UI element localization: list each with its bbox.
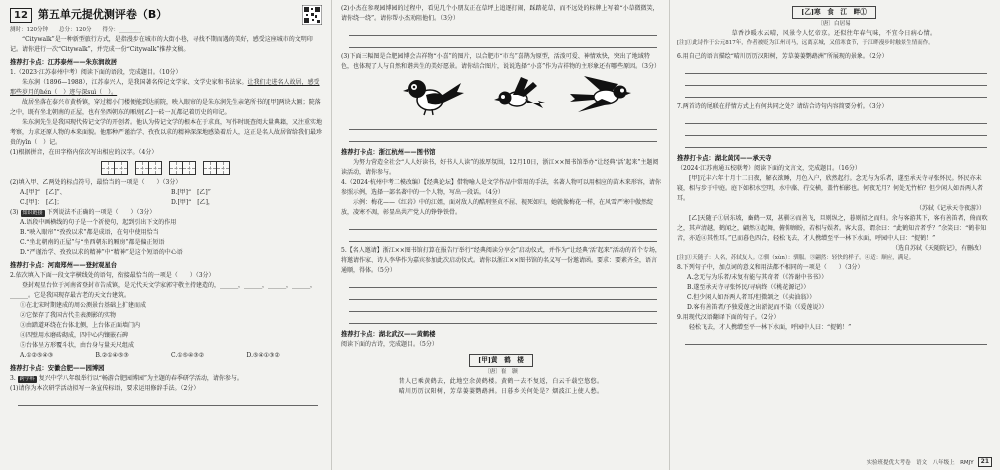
tianzige-grid [10,159,322,177]
tianzige-box [101,161,115,175]
poem-b-title: [乙]寒 食 江 畔① [792,6,876,19]
checkin-heading-hefei: 推荐打卡点：安徽合肥——园博园 [10,365,105,372]
answer-line [685,62,987,74]
question-4-stem: 4.（2024·杭州中考二模改编）【经典论坛】借物喻人是文学作品中常用的手法，名著人物可以用相应的苗木来形容，请你参照示例，选择一部名著中的一个人物，写出一段话。（4分） [341,179,661,196]
poem-a-title: [甲]黄 鹤 楼 [469,354,533,367]
q2-options-row [10,351,322,361]
tianzige-box [169,161,183,175]
q2-item: ⑤台体呈方形覆斗状，由台身与量天尺组成 [20,342,135,349]
classical-text-b-note: [注]①天随子：人名，苏轼友人。②驯（xùn）：驯服。③翩然：轻快的样子。④适：顺应，满足。 [677,255,915,261]
middle-column [341,4,661,464]
option-b: B.“映入眼帘”“孜孜以求”都是成语，在句中使用恰当 [20,229,159,236]
q1-sub2: (2)填入甲、乙两处的标点符号，最恰当的一项是（ ）（3分） [10,179,182,186]
book-title: 实验班提优大考卷 语文 八年级上 RMJY [866,460,974,466]
q1-sub3-text: 下列说法不正确的一项是（ ）（3分） [46,209,156,216]
classical-text-a-source: （苏轼《记承天寺夜游》） [915,205,985,212]
q9-sentence: 轻松飞去，才人携缯至平一林下水面，呼园中人曰：“捉鹤！” [689,324,852,331]
magpie-mascot-flying-spread [570,76,631,112]
answer-line [349,36,657,48]
magpie-mascot-standing [403,80,464,115]
q3-sub2: (2)小杰在参观园博园的过程中，看见几个小朋友正在草坪上追逐打闹，踩踏花草，而不远处的标牌上写着“小草微微笑，请你绕一绕”。请你帮小杰劝阻他们。（3分） [341,5,659,22]
test-meta: 测时：120分钟 总分：120分 得分：________ [10,27,141,33]
question-6-stem: 6.用自己的语言描绘“晴川历历汉阳树，芳草萋萋鹦鹉洲”所展现的景象。（2分） [677,53,888,60]
answer-line [349,288,657,300]
checkin-heading-huanggang: 推荐打卡点：湖北黄冈——承天寺 [677,155,772,162]
answer-line [349,218,657,230]
q2-passage: 登封观星台位于河南省登封市告成镇，是元代天文学家郭守敬主持建造的，______，______，______，______，______。它是我国现存最古老的天文台建筑。 [10,282,317,299]
answer-line [685,112,987,124]
intro-paragraph: “Citywalk”是一种新型旅行方式，是指漫步在城市的大街小巷，寻找不期而遇的美好，感受这座城市的文明印记。请你进行一次“Citywalk”，并完成一份“Citywalk”推荐文稿。 [10,36,313,53]
q3-number: 3. [10,375,16,382]
activity-intro: 为努力营造全社会“人人好读书，好书人人读”的浓厚氛围，12月10日，浙江××图书馆举办“让经典‘活’起来”主题阅读活动，请你参与。 [341,159,659,176]
q1-sub3 [10,208,322,218]
option-c: C.[甲]： [乙]； [20,199,63,206]
question-5-stem: 5.【名人邀请】浙江××图书馆打算在报告厅举行“经典阅读分享会”启动仪式，并作为“让经典‘活’起来”活动的首个专场，将邀请作家、诗人李华作为嘉宾参加此次启动仪式。请你以浙江××图书馆的名义写一份邀请函。要求：要素齐全，语言通顺，得体。（5分） [341,247,661,274]
answer-line [685,86,987,98]
option-a: A.语段中画横线的句子是一个祈使句，起到引出下文的作用 [20,219,177,226]
answer-line [685,333,987,345]
option-b: B.②①④⑤③ [95,352,129,359]
classical-text-b-source: （选自苏轼《天随院记》，有删改） [891,245,985,252]
q1-underlined-sentence: 让我们走进名人故居，感受那些岁月的hén（ ）迹与深suì（ ）。 [10,79,320,96]
poem-a-title-box [341,354,661,367]
column-divider [331,0,332,470]
poem-a-line: 晴川历历汉阳树，芳草萋萋鹦鹉洲。日暮乡关何处是？烟波江上使人愁。 [398,388,604,395]
q2-item: ④四壁用水磨砖砌成，四中心内镶嵌石碑 [20,332,129,339]
checkin-heading-wuhan: 推荐打卡点：湖北武汉——黄鹤楼 [341,331,436,338]
answer-line [685,136,987,148]
option-a: A.念无与为乐者/未复有能与其奇者（《答谢中书书》） [687,274,828,281]
tianzige-box [148,161,162,175]
magpie-mascot-flying-up [494,77,545,108]
answer-line [685,124,987,136]
option-d: D.[甲]“ [乙]， [171,199,214,206]
option-d: D.“严谨治学、孜孜以求的精神”中“精神”是这个短语的中心语 [20,249,183,256]
classical-reading-instruction: （2024·江苏南通五校联考）阅读下面的文言文，完成题目。（16分） [677,165,861,172]
checkin-heading-taizhou: 推荐打卡点：江苏泰州——朱东润故居 [10,59,118,66]
answer-line [349,118,657,130]
answer-line [685,74,987,86]
option-d: D.⑤④①③② [246,352,280,359]
q3-sub1: (1)请你为本次研学活动拟写一条宣传标语，要求运用修辞手法。（2分） [10,385,200,392]
tianzige-box [216,161,230,175]
q3-sub3: (3)下面三幅图是合肥园博会吉祥物“小喜”的图片，以合肥市“市鸟”喜鹊为原型，活泼可爱、神情欢快，突出了地域特色，也体现了人与自然和谐共生的美好愿景。请你结合图片，说说选择“小喜”作为吉祥物的主形象还有哪些原因。（3分） [341,53,660,70]
q1-sub2-options-row [10,198,322,208]
right-column [677,4,991,464]
checkin-heading-hangzhou: 推荐打卡点：浙江杭州——图书馆 [341,149,436,156]
option-d: D.客有善笛者/予独爱莲之出淤泥而不染（《爱莲说》） [687,304,828,311]
column-divider [669,0,670,470]
q2-item: ③由踏道环绕在台体北侧，上台体正面墙门内 [20,322,141,329]
q1-passage-text: 朱东润（1896—1988），江苏泰兴人，是我国著名传记文学家、文学史家和书法家。 [22,79,248,86]
option-a: A.①②⑤④③ [20,352,54,359]
poem-b-title-box [677,6,991,19]
answer-line [349,24,657,36]
page-number: 21 [978,457,992,467]
qr-code-icon [302,5,322,25]
answer-line [349,276,657,288]
q1-passage-p3: 朱东润先生是我国现代传记文学的开创者。他认为传记文学的根本在于求真，写作时既查阅大量典籍，又注重实地考察，力求还原人物的本来面貌。他那种严谨治学、孜孜以求的精神深深地感染着后人，这正是名人故居留给我们最珍贵的yǐn（ ）记。 [10,119,322,146]
poem-b-line: 草香沙暖水云晴，风景令人忆帝京。还似往年春气味，不宜今日病心情。 [731,30,937,37]
q1-sub1: (1)根据拼音，在田字格内依次写出相应的汉字。（4分） [10,149,158,156]
classical-text-a: [甲]元丰六年十月十二日夜，解衣欲睡，月色入户，欣然起行。念无与为乐者，遂至承天寺寻张怀民。怀民亦未寝，相与步于中庭。庭下如积水空明，水中藻、荇交横，盖竹柏影也。何夜无月？何处无竹柏？但少闲人如吾两人者耳。 [677,175,984,202]
q3-text: 复兴中学八年级举行以“畅游合肥园博园”为主题的春季研学活动，请你参与。 [38,375,243,382]
test-title-bar [10,4,322,26]
poem-b-author: 〔唐〕白居易 [817,21,851,27]
poem-a-author: 〔唐〕崔 颢 [484,369,518,375]
question-1-stem: 1.（2023·江苏泰州中考）阅读下面的语段，完成题目。（10分） [10,69,182,76]
q2-item: ①在北宋时期建成的周公测景台基础上扩建而成 [20,302,147,309]
question-8-stem: 8.下列句子中，加点词的意义和用法都不相同的一项是（ ）（3分） [677,264,864,271]
option-c: C.①⑤④③② [171,352,205,359]
answer-line [349,300,657,312]
poem-reading-instruction: 阅读下面的古诗，完成题目。（5分） [341,341,438,348]
option-b: B.遂至承天寺寻张怀民/寻病终（《桃花源记》） [687,284,810,291]
page-footer [867,457,992,467]
tianzige-box [135,161,149,175]
tianzige-box [203,161,217,175]
cross-subject-badge: 跨学科 [19,376,35,382]
mascot-images [341,74,661,116]
option-c: C.但少闲人如吾两人者耳/但微颔之（《卖油翁》） [687,294,816,301]
option-b: B.[甲]“ [乙]” [171,189,211,196]
checkin-heading-zhengzhou: 推荐打卡点：河南郑州——登封观星台 [10,262,118,269]
poem-b-note: [注]①此诗作于公元817年，作者被贬为江州司马，远离京城，又值寒食节，于江畔漫步时触景生情而作。 [677,40,934,46]
answer-line [349,230,657,242]
left-column [10,4,322,464]
question-7-stem: 7.两首诗的尾联在抒情方式上有何共同之处？请结合诗句内容简要分析。（3分） [677,103,888,110]
answer-line [349,130,657,142]
poem-a-line: 昔人已乘黄鹤去，此地空余黄鹤楼。黄鹤一去不复返，白云千载空悠悠。 [398,378,604,385]
question-9-stem: 9.用现代汉语翻译下面的句子。（2分） [677,314,780,321]
q1-passage-p2: 故居坐落在泰兴市黄桥镇，穿过精小门楼便能到达前院，映入眼帘的是朱东润先生亲笔所书的[甲]两块大匾；院落之中，既有坐北朝南的正屋，也有坐西朝东的厢房[乙]一砖一瓦都记着历史的印记。 [10,99,321,116]
answer-line [349,312,657,324]
question-3-stem [10,374,322,384]
option-a: A.[甲]“ [乙]”、 [20,189,66,196]
knowledge-link-badge: 知识链接 [22,210,43,216]
classical-text-b: [乙]天随子①居东坡，畜鹤一双，甚驯②而善飞，旦则纵之，暮则招之而归。余与客游其下，客有善笛者，倚而吹之，其声清越，鹤闻之，翩然③起舞，俯仰顾盼，若相与娱者。客大喜，谓余曰：“此鹤知音者乎？”余笑曰：“鹤非知音，亦适④其性耳。”已而暮色四合，轻松飞去，才人携缯至平一林下水面，呼园中人曰：“捉鹤！” [677,215,988,242]
tianzige-box [182,161,196,175]
question-2-stem: 2.依次填入下面一段文字横线处的语句，衔接最恰当的一项是（ ）（3分） [10,272,215,279]
tianzige-box [114,161,128,175]
q1-passage-p1 [10,78,322,98]
test-title: 第五单元提优测评卷（B） [37,8,168,21]
unit-number: 12 [10,8,32,23]
q1-sub2-options-row [10,188,322,198]
q2-item: ②它保存了我国古代圭表测影的实物 [20,312,117,319]
answer-line [18,394,318,406]
q4-example: 示例：梅花——《红岩》中的江姐，面对敌人的酷刑坚贞不屈、视死如归，她就像梅花一样，在风雪严寒中傲然绽放，凌寒不凋，彰显出共产党人的铮铮铁骨。 [341,199,654,216]
q1-sub3-number: (3) [10,209,19,216]
option-c: C.“坐北朝南的正屋”与“坐西朝东的厢房”都是偏正短语 [20,239,165,246]
